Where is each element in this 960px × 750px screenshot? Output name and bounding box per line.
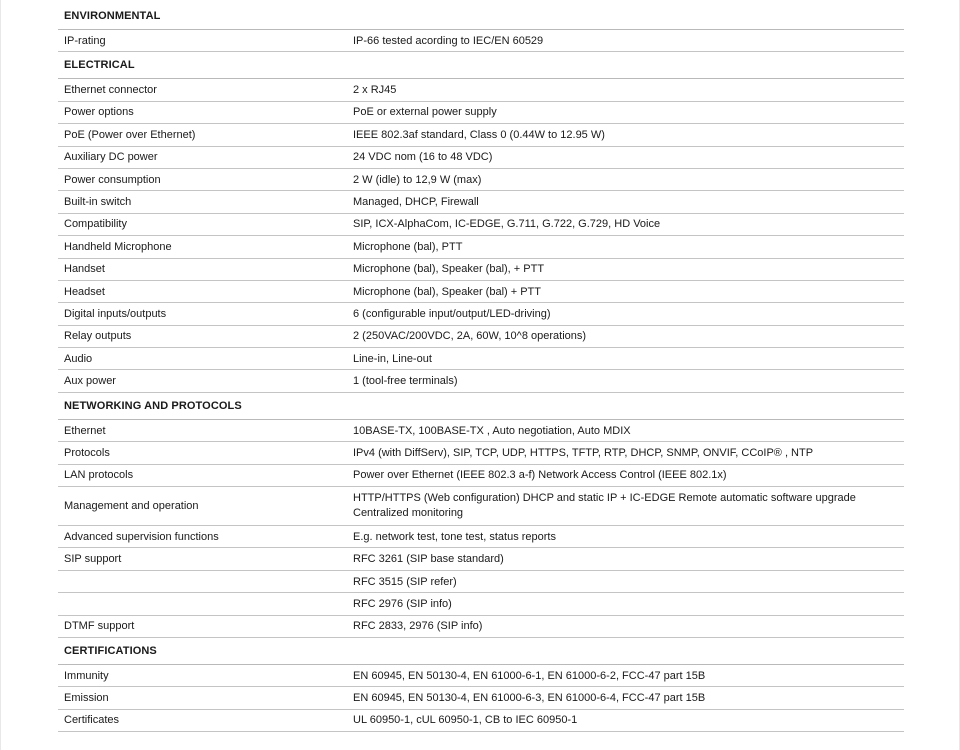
spec-value <box>353 598 904 610</box>
spec-section <box>58 52 904 392</box>
spec-row <box>58 147 904 169</box>
spec-row <box>58 79 904 101</box>
spec-row <box>58 420 904 442</box>
spec-row <box>58 616 904 638</box>
spec-row <box>58 548 904 570</box>
spec-label: Digital inputs/outputs <box>64 307 167 320</box>
spec-value <box>353 425 904 437</box>
spec-row <box>58 526 904 548</box>
spec-label: Emission <box>64 692 109 705</box>
spec-value <box>353 491 904 521</box>
spec-row <box>58 465 904 487</box>
spec-value-line: 1 (tool-free terminals) <box>353 375 458 388</box>
spec-value <box>353 553 904 565</box>
spec-row <box>58 571 904 593</box>
spec-label: Power consumption <box>64 173 161 186</box>
spec-table <box>58 3 904 732</box>
spec-value <box>353 531 904 543</box>
spec-row <box>58 169 904 191</box>
spec-row <box>58 710 904 732</box>
spec-value <box>353 129 904 141</box>
spec-value-line: Centralized monitoring <box>353 507 464 520</box>
spec-label: Ethernet <box>64 424 106 437</box>
spec-value <box>353 241 904 253</box>
spec-label: Compatibility <box>64 218 127 231</box>
spec-section <box>58 3 904 52</box>
spec-value-line: 2 W (idle) to 12,9 W (max) <box>353 173 482 186</box>
spec-value <box>353 286 904 298</box>
spec-value-line: Managed, DHCP, Firewall <box>353 196 479 209</box>
spec-value-line: RFC 2976 (SIP info) <box>353 597 452 610</box>
spec-value <box>353 196 904 208</box>
spec-value-line: Line-in, Line-out <box>353 352 432 365</box>
spec-value-line: UL 60950-1, cUL 60950-1, CB to IEC 60950-1 <box>353 714 578 727</box>
spec-value-line: IP-66 tested acording to IEC/EN 60529 <box>353 34 544 47</box>
spec-value-line: Microphone (bal), PTT <box>353 240 463 253</box>
spec-label: Handheld Microphone <box>64 240 172 253</box>
spec-label: Power options <box>64 106 134 119</box>
spec-row <box>58 593 904 615</box>
spec-value-line: EN 60945, EN 50130-4, EN 61000-6-3, EN 61000-6-4, FCC-47 part 15B <box>353 692 706 705</box>
spec-value <box>353 576 904 588</box>
section-header: ELECTRICAL <box>58 52 904 79</box>
spec-label: SIP support <box>64 553 122 566</box>
spec-value-line: SIP, ICX-AlphaCom, IC-EDGE, G.711, G.722, G.729, HD Voice <box>353 218 661 231</box>
spec-row <box>58 665 904 687</box>
spec-label: Handset <box>64 263 105 276</box>
spec-row <box>58 370 904 392</box>
spec-row <box>58 214 904 236</box>
spec-label: Aux power <box>64 375 116 388</box>
spec-row <box>58 487 904 526</box>
spec-row <box>58 191 904 213</box>
spec-label: Relay outputs <box>64 330 132 343</box>
spec-label: DTMF support <box>64 620 135 633</box>
spec-row <box>58 442 904 464</box>
spec-row <box>58 687 904 709</box>
spec-label: Management and operation <box>64 500 199 513</box>
spec-row <box>58 30 904 52</box>
spec-value <box>353 620 904 632</box>
spec-row <box>58 102 904 124</box>
spec-row <box>58 236 904 258</box>
spec-label: Immunity <box>64 669 109 682</box>
spec-value <box>353 469 904 481</box>
spec-section <box>58 393 904 638</box>
spec-value-line: 24 VDC nom (16 to 48 VDC) <box>353 151 493 164</box>
spec-value-line: RFC 3261 (SIP base standard) <box>353 553 504 566</box>
spec-row <box>58 124 904 146</box>
spec-label: Built-in switch <box>64 196 132 209</box>
section-header: NETWORKING AND PROTOCOLS <box>58 393 904 420</box>
spec-label: Certificates <box>64 714 120 727</box>
spec-value-line: IPv4 (with DiffServ), SIP, TCP, UDP, HTTPS, TFTP, RTP, DHCP, SNMP, ONVIF, CCoIP® , NTP <box>353 446 814 459</box>
spec-row <box>58 259 904 281</box>
spec-value-line: RFC 3515 (SIP refer) <box>353 575 457 588</box>
spec-value-line: E.g. network test, tone test, status reports <box>353 530 556 543</box>
spec-row <box>58 303 904 325</box>
spec-value-line: RFC 2833, 2976 (SIP info) <box>353 620 483 633</box>
spec-value <box>353 174 904 186</box>
spec-label: Protocols <box>64 446 110 459</box>
spec-value <box>353 375 904 387</box>
spec-value <box>353 692 904 704</box>
spec-value-line: 2 (250VAC/200VDC, 2A, 60W, 10^8 operations) <box>353 330 587 343</box>
spec-value-line: 6 (configurable input/output/LED-driving) <box>353 307 551 320</box>
spec-value <box>353 218 904 230</box>
spec-value <box>353 106 904 118</box>
spec-value <box>353 330 904 342</box>
spec-value <box>353 35 904 47</box>
spec-label: IP-rating <box>64 34 106 47</box>
page-edge-left <box>0 0 1 750</box>
spec-value-line: Microphone (bal), Speaker (bal) + PTT <box>353 285 541 298</box>
spec-value <box>353 308 904 320</box>
spec-label: Audio <box>64 352 93 365</box>
spec-label: Advanced supervision functions <box>64 530 219 543</box>
spec-value <box>353 151 904 163</box>
spec-value <box>353 447 904 459</box>
spec-row <box>58 281 904 303</box>
spec-value-line: 2 x RJ45 <box>353 84 397 97</box>
spec-row <box>58 326 904 348</box>
spec-value <box>353 263 904 275</box>
spec-value-line: IEEE 802.3af standard, Class 0 (0.44W to 12.95 W) <box>353 128 605 141</box>
spec-value-line: PoE or external power supply <box>353 106 497 119</box>
spec-label: LAN protocols <box>64 469 134 482</box>
spec-label: Ethernet connector <box>64 84 157 97</box>
spec-value <box>353 84 904 96</box>
spec-label: Auxiliary DC power <box>64 151 158 164</box>
spec-value <box>353 670 904 682</box>
spec-value <box>353 353 904 365</box>
spec-value <box>353 714 904 726</box>
spec-label: Headset <box>64 285 105 298</box>
spec-value-line: HTTP/HTTPS (Web configuration) DHCP and static IP + IC-EDGE Remote automatic software upgrade <box>353 492 856 505</box>
spec-value-line: Power over Ethernet (IEEE 802.3 a-f) Network Access Control (IEEE 802.1x) <box>353 469 727 482</box>
spec-row <box>58 348 904 370</box>
section-header: CERTIFICATIONS <box>58 638 904 665</box>
spec-section <box>58 638 904 732</box>
spec-label: PoE (Power over Ethernet) <box>64 128 196 141</box>
spec-value-line: EN 60945, EN 50130-4, EN 61000-6-1, EN 61000-6-2, FCC-47 part 15B <box>353 669 706 682</box>
section-header: ENVIRONMENTAL <box>58 3 904 30</box>
spec-value-line: 10BASE-TX, 100BASE-TX , Auto negotiation, Auto MDIX <box>353 424 631 437</box>
spec-value-line: Microphone (bal), Speaker (bal), + PTT <box>353 263 545 276</box>
